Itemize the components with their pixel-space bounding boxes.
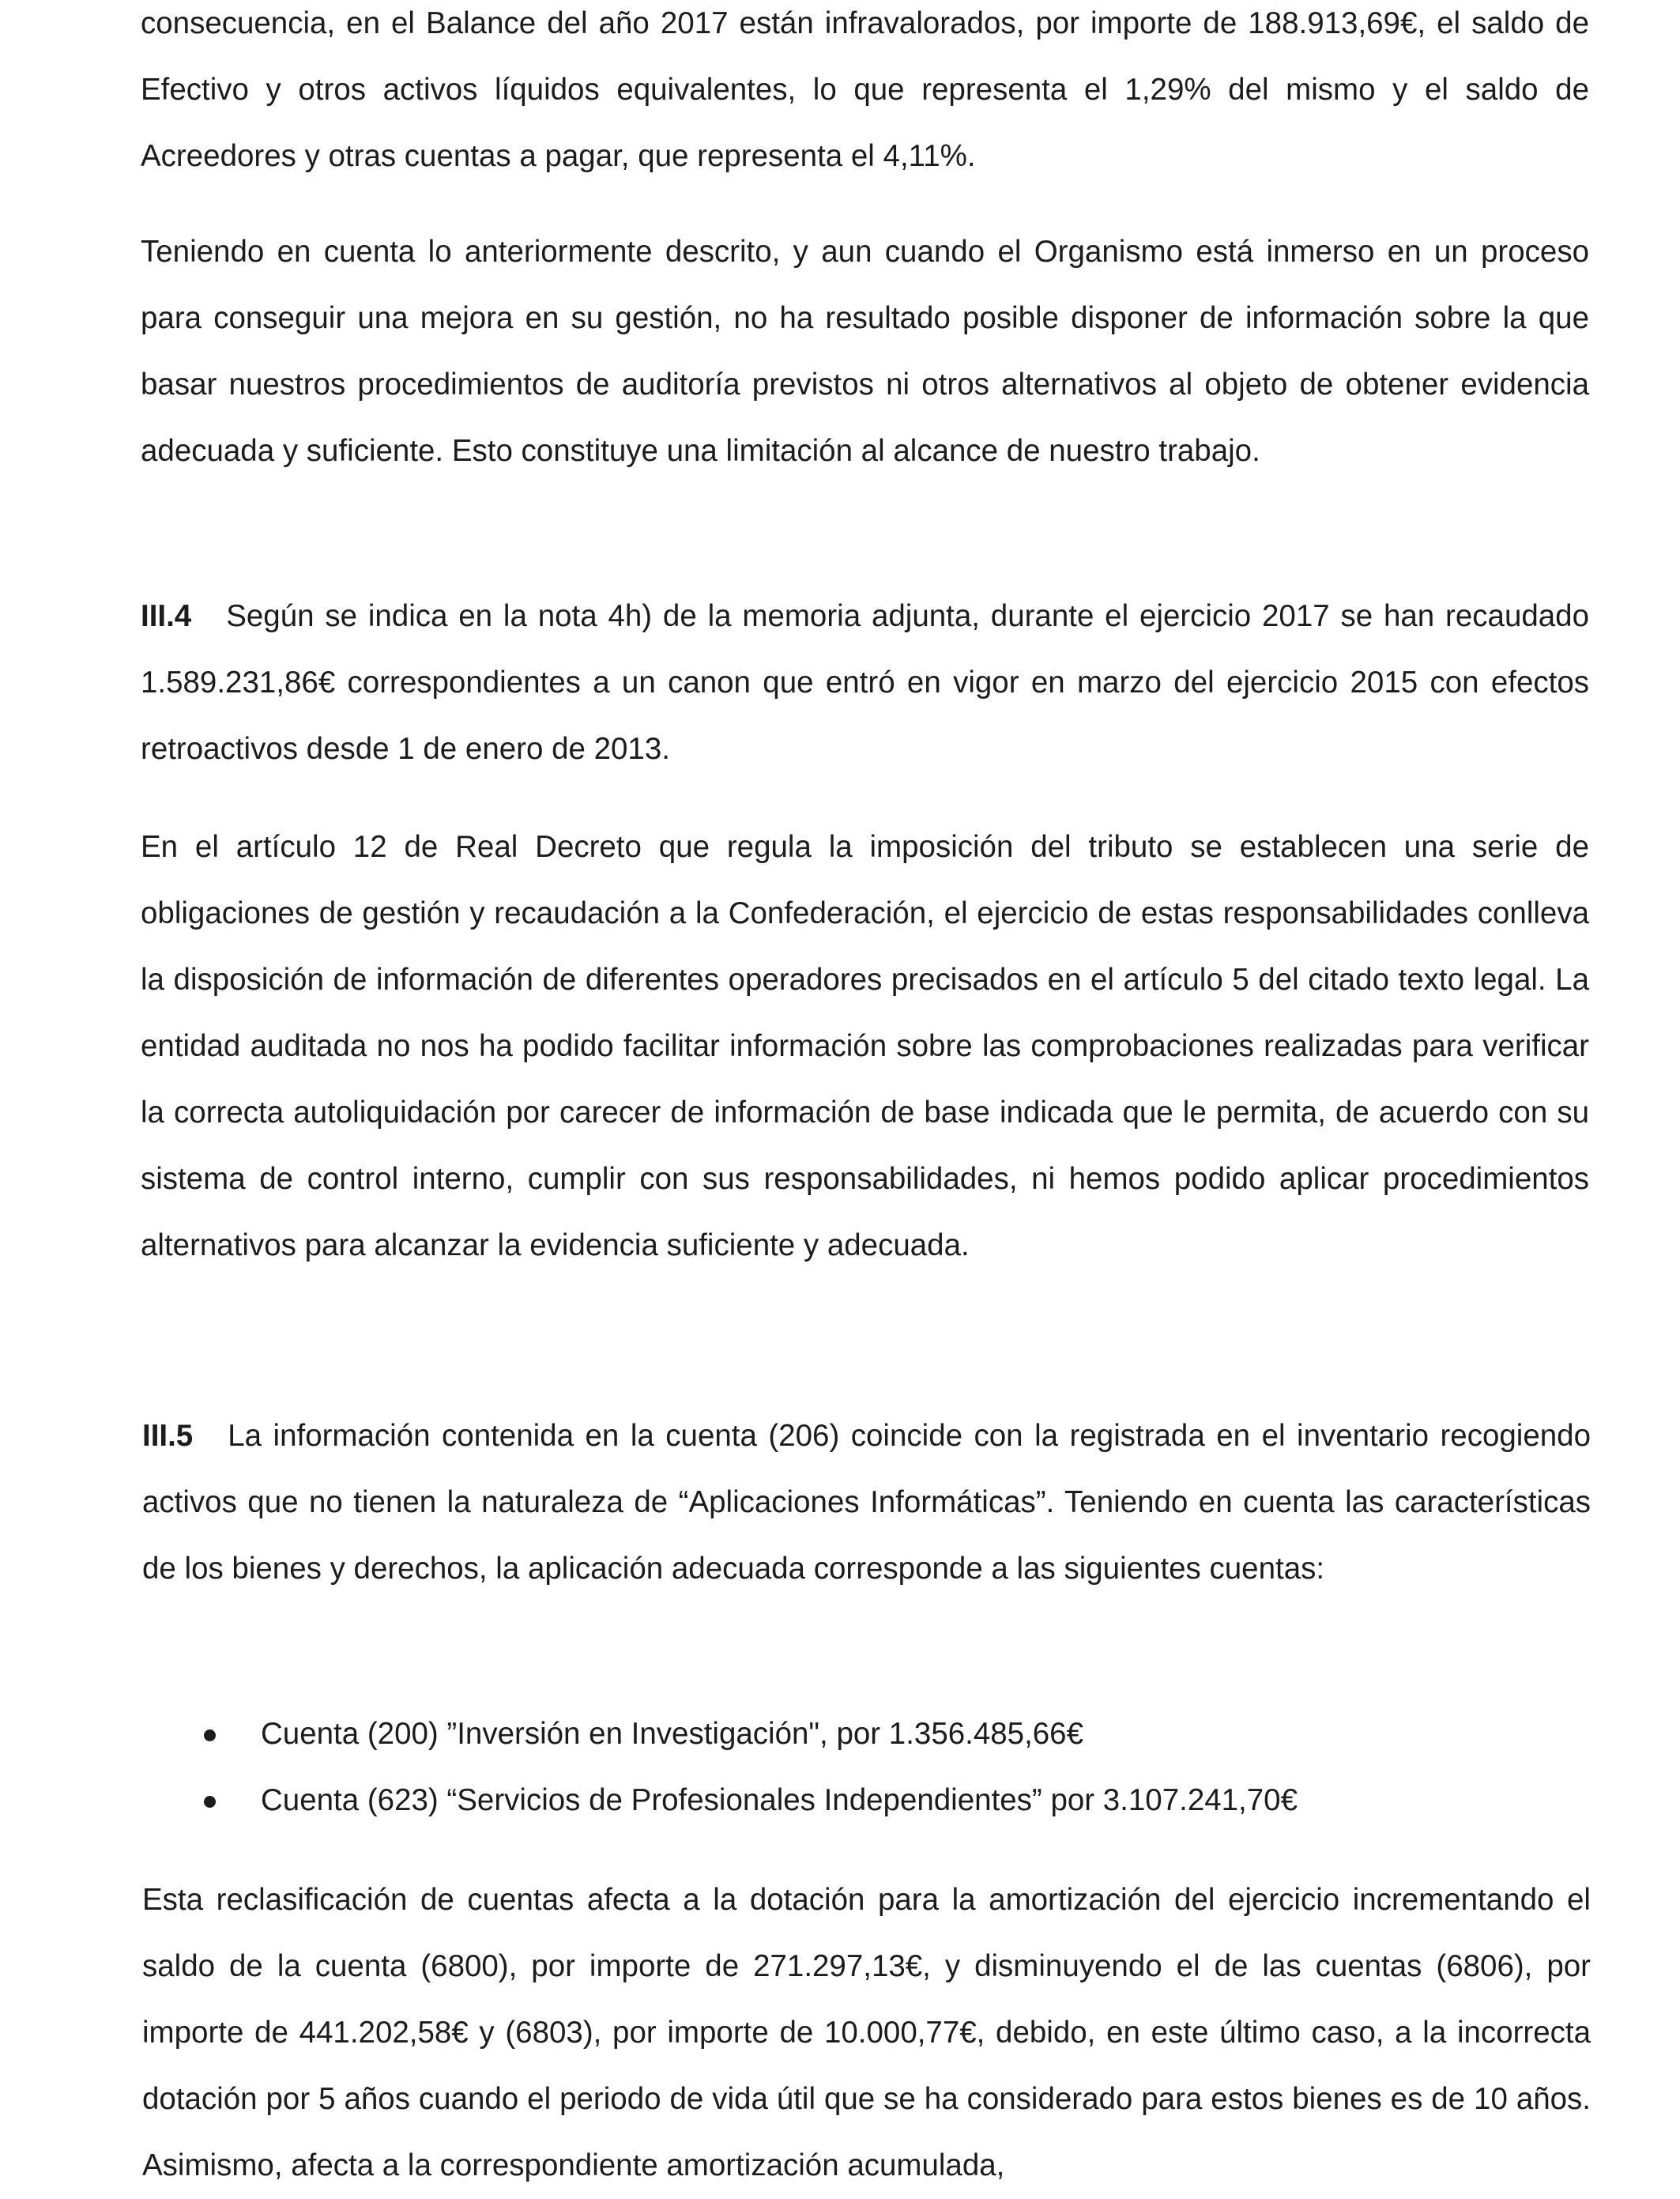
list-item [141,1701,1589,1767]
section-label-iii-4: III.4 [141,599,192,633]
paragraph-iii-5 [142,1403,1591,1602]
list-item [141,1767,1589,1834]
bullet-icon [204,1729,216,1741]
list-item-text: Cuenta (623) “Servicios de Profesionales Independientes” por 3.107.241,70€ [261,1783,1298,1817]
paragraph-article-12: En el artículo 12 de Real Decreto que regula la imposición del tributo se establecen una serie de obligaciones de gestión y recaudación a la Confederación, el ejercicio de estas responsabilidades conlleva la disposición de información de diferentes operadores precisados en el artículo 5 del citado texto legal. La entidad auditada no nos ha podido facilitar información sobre las comprobaciones realizadas para verificar la correcta autoliquidación por carecer de información de base indicada que le permita, de acuerdo con su sistema de control interno, cumplir con sus responsabilidades, ni hemos podido aplicar procedimientos alternativos para alcanzar la evidencia suficiente y adecuada. [141,830,1589,1262]
paragraph-balance: consecuencia, en el Balance del año 2017 están infravalorados, por importe de 188.913,69€, el saldo de Efectivo y otros activos líquidos equivalentes, lo que representa el 1,29% del mismo y el saldo de Acreedores y otras cuentas a pagar, que representa el 4,11%. [141,6,1589,173]
paragraph-iii-4 [141,583,1589,783]
paragraph-iii-4-text: Según se indica en la nota 4h) de la memoria adjunta, durante el ejercicio 2017 se han recaudado 1.589.231,86€ correspondientes a un canon que entró en vigor en marzo del ejercicio 2015 con efectos retroactivos desde 1 de enero de 2013. [141,599,1589,766]
paragraph-limitation: Teniendo en cuenta lo anteriormente descrito, y aun cuando el Organismo está inmerso en un proceso para conseguir una mejora en su gestión, no ha resultado posible disponer de información sobre la que basar nuestros procedimientos de auditoría previstos ni otros alternativos al objeto de obtener evidencia adecuada y suficiente. Esto constituye una limitación al alcance de nuestro trabajo. [141,235,1589,468]
accounts-list [141,1701,1589,1834]
list-item-text: Cuenta (200) ”Inversión en Investigación", por 1.356.485,66€ [261,1717,1084,1751]
paragraph-reclassification: Esta reclasificación de cuentas afecta a la dotación para la amortización del ejercicio incrementando el saldo de la cuenta (6800), por importe de 271.297,13€, y disminuyendo el de las cuentas (6806), por importe de 441.202,58€ y (6803), por importe de 10.000,77€, debido, en este último caso, a la incorrecta dotación por 5 años cuando el periodo de vida útil que se ha considerado para estos bienes es de 10 años. Asimismo, afecta a la correspondiente amortización acumulada, [142,1883,1591,2182]
bullet-icon [204,1796,216,1808]
paragraph-iii-5-text: La información contenida en la cuenta (206) coincide con la registrada en el inventario recogiendo activos que no tienen la naturaleza de “Aplicaciones Informáticas”. Teniendo en cuenta las características de los bienes y derechos, la aplicación adecuada corresponde a las siguientes cuentas: [142,1419,1591,1586]
section-label-iii-5: III.5 [142,1419,194,1453]
